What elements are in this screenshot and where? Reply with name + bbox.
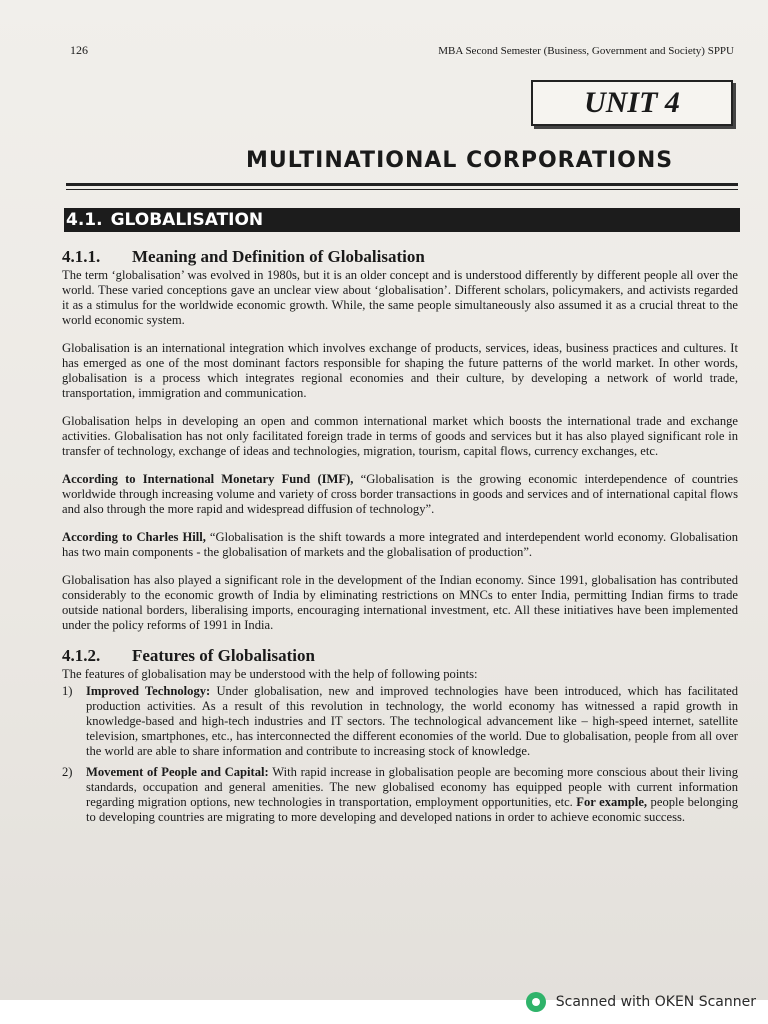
hill-definition	[62, 530, 738, 560]
list-lead: For example,	[576, 795, 648, 809]
subsection-title: Meaning and Definition of Globalisation	[132, 247, 425, 266]
section-title: GLOBALISATION	[110, 210, 264, 230]
list-body: Under globalisation, new and improved technologies have been introduced, which has facilitated production activities. As a result of this revolution in technology, the world economy has witnessed a rapid growth in knowledge-based and high-tech industries and IT sectors. The technological advancement like – high-speed internet, satellite television, smartphones, etc., has interconnected the different economies of the world. Due to globalisation, people from all over the world are able to share information and contribute to increasing stock of knowledge.	[86, 684, 738, 758]
subsection-heading-meaning	[62, 247, 738, 267]
oken-scanner-logo-icon	[526, 992, 546, 1012]
subsection-number: 4.1.1.	[62, 247, 101, 266]
paragraph: Globalisation helps in developing an open and common international market which boosts the international trade and exchange activities. Globalisation has not only facilitated foreign trade in terms of goods and services but it has also played significant role in transfer of technology, exchange of ideas and technologies, migration, tourism, capital flows, currency exchanges, etc.	[62, 414, 738, 458]
page-number: 126	[70, 43, 88, 57]
title-rule-thick	[66, 183, 738, 186]
watermark-text: Scanned with OKEN Scanner	[555, 994, 756, 1010]
definition-text: “Globalisation is the growing economic interdependence of countries worldwide through increasing volume and variety of cross border transactions in goods and services and of international capital flows and also through the more rapid and widespread diffusion of technology”.	[62, 472, 739, 516]
imf-definition	[62, 472, 738, 517]
title-rule-thin	[66, 189, 738, 190]
definition-text: “Globalisation is the shift towards a more integrated and interdependent world economy. Globalisation has two main components - the globalisation of markets and the globalisation of production”.	[62, 530, 738, 559]
section-heading-bar	[64, 208, 740, 232]
list-lead: Movement of People and Capital:	[86, 765, 269, 779]
definition-lead: According to International Monetary Fund (IMF),	[62, 472, 354, 486]
list-number: 2)	[62, 765, 73, 779]
list-text	[86, 684, 738, 759]
section-number: 4.1.	[66, 210, 103, 230]
paragraph: Globalisation is an international integration which involves exchange of products, services, ideas, business practices and cultures. It has emerged as one of the most dominant factors responsible for shaping the future patterns of the world market. In other words, globalisation is a process which integrates regional economies and their culture, by developing a network of world trade, transportation, immigration and communication.	[62, 341, 738, 400]
list-body: people belonging to developing countries are migrating to more developing and developed nations in order to achieve economic success.	[86, 795, 738, 824]
subsection-heading-features	[62, 646, 738, 666]
subsection-title: Features of Globalisation	[132, 646, 315, 665]
body-content	[62, 247, 738, 831]
list-text	[86, 765, 738, 825]
list-lead: Improved Technology:	[86, 684, 211, 698]
list-number: 1)	[62, 684, 73, 698]
list-body: With rapid increase in globalisation people are becoming more conscious about their living standards, occupation and general amenities. The new globalised economy has equipped people with current information regarding migration options, new technologies in transportation, employment opportunities, etc.	[86, 765, 738, 809]
subsection-number: 4.1.2.	[62, 646, 101, 665]
running-header: MBA Second Semester (Business, Government and Society) SPPU	[438, 45, 734, 57]
unit-label: UNIT 4	[531, 80, 733, 126]
paragraph: The term ‘globalisation’ was evolved in 1980s, but it is an older concept and is understood differently by different people all over the world. These varied conceptions gave an unclear view about ‘globalisation’. Different scholars, policymakers, and activists regarded it as a stimulus for the worldwide economic growth. While, the same people simultaneously also assumed it as a crucial threat to the world economic system.	[62, 268, 738, 327]
list-item	[62, 765, 738, 825]
chapter-title: MULTINATIONAL CORPORATIONS	[246, 148, 674, 173]
list-item	[62, 684, 738, 759]
features-intro: The features of globalisation may be understood with the help of following points:	[62, 667, 478, 681]
definition-lead: According to Charles Hill,	[62, 530, 206, 544]
scanner-watermark	[526, 988, 756, 1016]
paragraph: Globalisation has also played a significant role in the development of the Indian economy. Since 1991, globalisation has contributed considerably to the economic growth of India by eliminating restrictions on MNCs to enter India, permitting Indian firms to trade outside national borders, liberalising imports, encouraging international investment, etc. All these initiatives have been implemented under the policy reforms of 1991 in India.	[62, 573, 738, 632]
